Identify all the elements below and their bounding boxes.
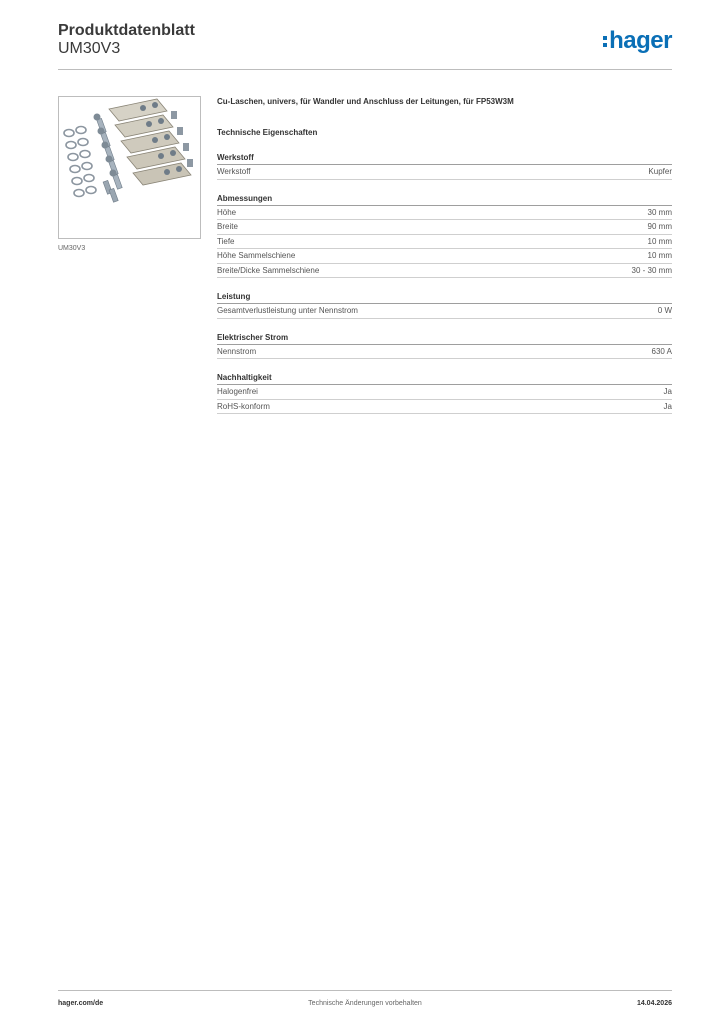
property-label: Höhe [217,207,237,217]
property-row [217,206,672,221]
product-details [217,97,672,414]
property-label: Breite [217,222,238,231]
property-label: Gesamtverlustleistung unter Nennstrom [217,306,358,315]
property-row [217,220,672,235]
property-value: Kupfer [648,167,672,176]
footer-notice: Technische Änderungen vorbehalten [308,1000,422,1007]
property-value: 30 - 30 mm [631,265,672,275]
page-footer [58,990,672,1014]
property-label: Höhe Sammelschiene [217,251,296,260]
property-label: Nennstrom [217,346,257,356]
property-row [217,345,672,360]
property-value: 0 W [657,306,672,315]
property-value: Ja [663,401,672,411]
section-abmessungen [217,194,672,279]
product-image [58,96,201,239]
section-title: Abmessungen [217,194,672,206]
property-row [217,264,672,279]
property-label: Werkstoff [217,167,251,176]
section-title: Nachhaltigkeit [217,373,672,385]
document-title: Produktdatenblatt [58,22,195,39]
section-title: Elektrischer Strom [217,333,672,345]
section-elektrischer-strom [217,333,672,360]
property-value: 30 mm [647,207,672,217]
property-row [217,165,672,180]
property-row [217,235,672,250]
product-description: Cu-Laschen, univers, für Wandler und Anschluss der Leitungen, für FP53W3M [217,97,514,106]
property-value: 10 mm [647,236,672,246]
section-title: Leistung [217,292,672,304]
logo-text: hager [609,27,672,54]
tech-properties-heading: Technische Eigenschaften [217,128,318,137]
property-value: 10 mm [647,251,672,260]
image-caption: UM30V3 [58,245,86,252]
hager-logo [603,26,672,56]
copper-links-image [59,97,200,238]
page-header [58,20,672,70]
property-row [217,385,672,400]
property-value: Ja [663,387,672,396]
property-row [217,304,672,319]
property-label: RoHS-konform [217,401,270,411]
product-code: UM30V3 [58,40,121,57]
property-row [217,400,672,415]
property-value: 630 A [651,346,672,356]
section-werkstoff [217,153,672,180]
section-leistung [217,292,672,319]
footer-date: 14.04.2026 [636,1000,672,1007]
logo-dots-icon [603,36,607,47]
footer-website[interactable]: hager.com/de [58,1000,104,1007]
property-label: Breite/Dicke Sammelschiene [217,265,320,275]
property-value: 90 mm [647,222,672,231]
property-label: Halogenfrei [217,387,258,396]
property-label: Tiefe [217,236,235,246]
property-row [217,249,672,264]
section-title: Werkstoff [217,153,672,165]
section-nachhaltigkeit [217,373,672,414]
